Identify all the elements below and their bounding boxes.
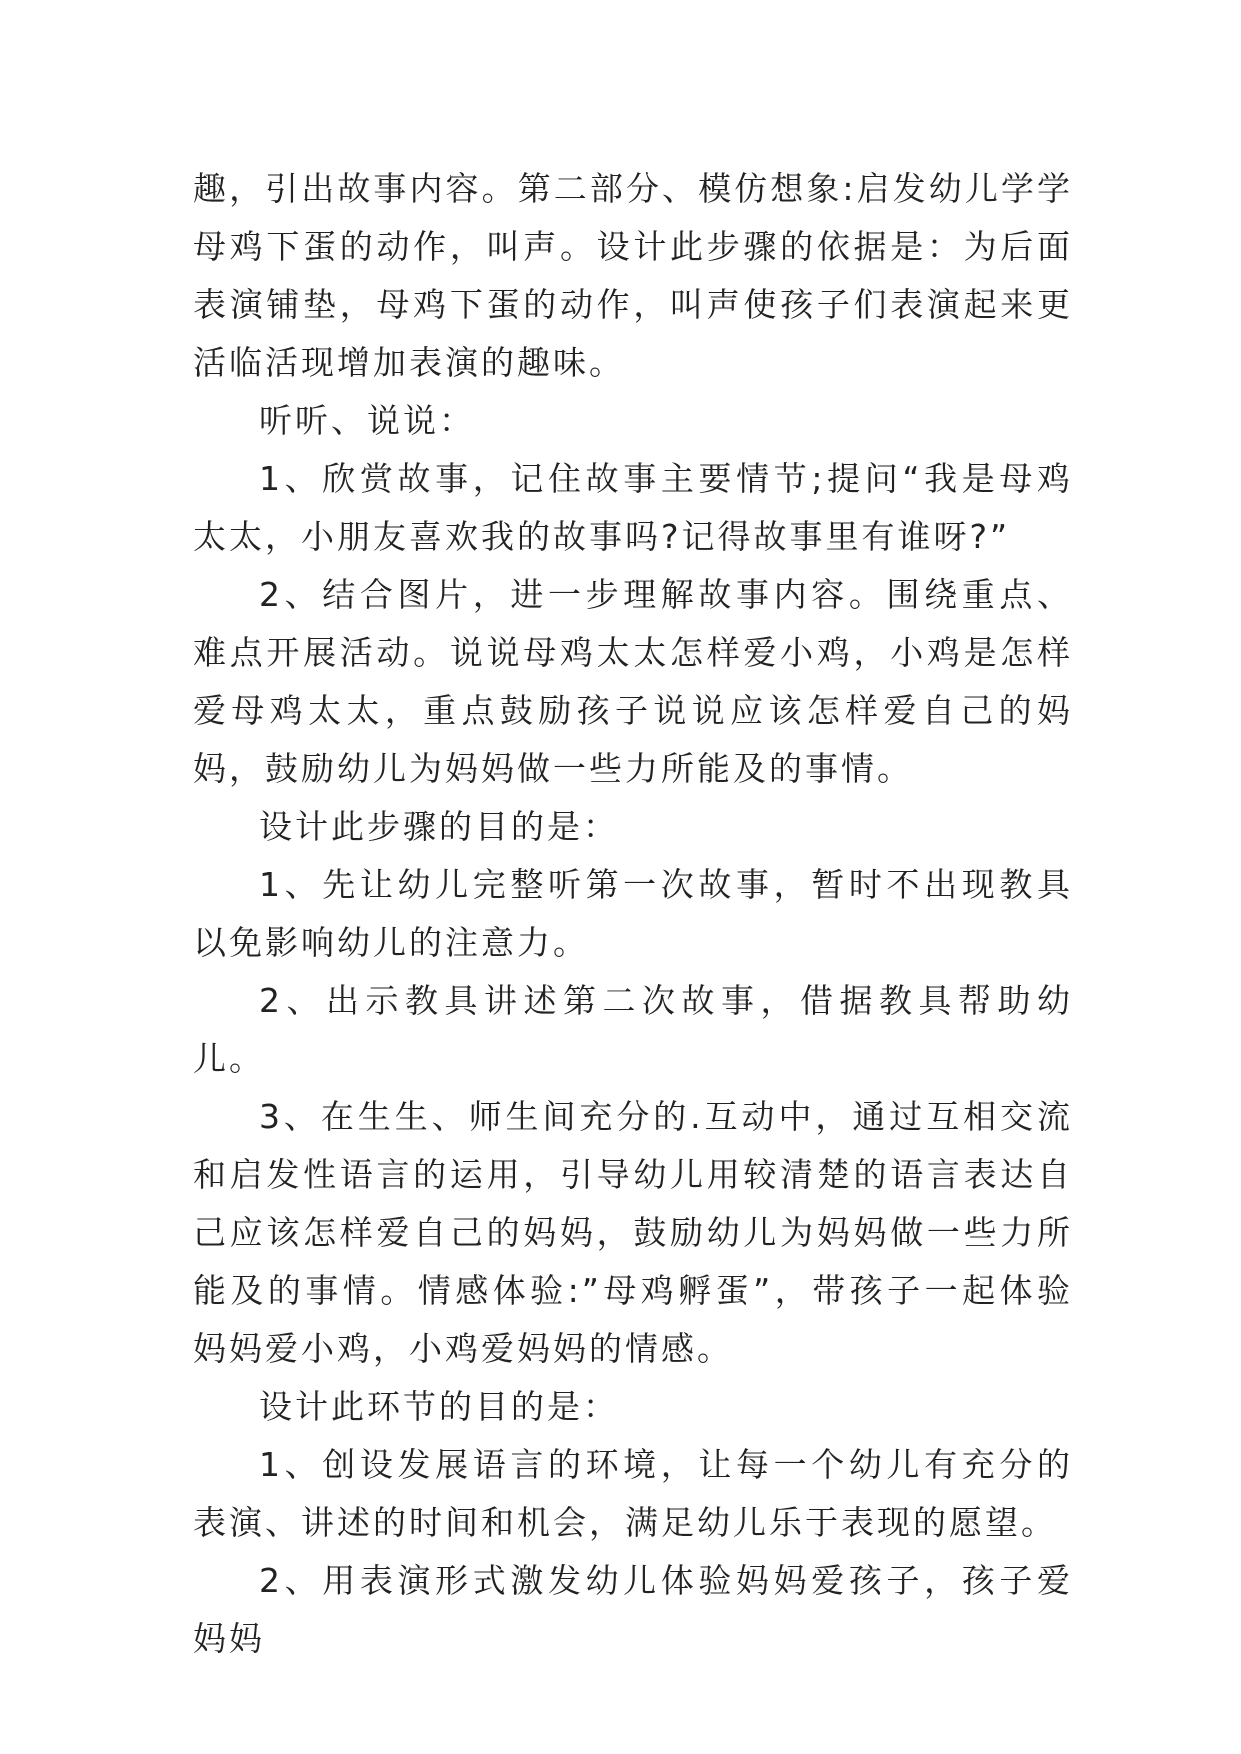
paragraph-purpose-2: 2、出示教具讲述第二次故事，借据教具帮助幼儿。 [193, 981, 1073, 1078]
body-text [193, 160, 1073, 1668]
paragraph-section-purpose-1: 1、创设发展语言的环境，让每一个幼儿有充分的表演、讲述的时间和机会，满足幼儿乐于表现的愿望。 [193, 1445, 1073, 1542]
paragraph-purpose-heading: 设计此步骤的目的是： [259, 807, 619, 846]
paragraph-section-purpose-2: 2、用表演形式激发幼儿体验妈妈爱孩子，孩子爱妈妈 [193, 1561, 1073, 1658]
paragraph-step-1: 1、欣赏故事，记住故事主要情节;提问“我是母鸡太太，小朋友喜欢我的故事吗?记得故事里有谁呀?” [193, 459, 1073, 556]
paragraph-heading-listen-speak: 听听、说说： [259, 401, 475, 440]
paragraph-section-purpose-heading: 设计此环节的目的是： [259, 1387, 619, 1426]
paragraph-purpose-1: 1、先让幼儿完整听第一次故事，暂时不出现教具以免影响幼儿的注意力。 [193, 865, 1073, 962]
paragraph-continuation: 趣，引出故事内容。第二部分、模仿想象:启发幼儿学学母鸡下蛋的动作，叫声。设计此步骤的依据是：为后面表演铺垫，母鸡下蛋的动作，叫声使孩子们表演起来更活临活现增加表演的趣味。 [193, 169, 1073, 382]
paragraph-purpose-3: 3、在生生、师生间充分的.互动中，通过互相交流和启发性语言的运用，引导幼儿用较清楚的语言表达自己应该怎样爱自己的妈妈，鼓励幼儿为妈妈做一些力所能及的事情。情感体验:”母鸡孵蛋”，带孩子一起体验妈妈爱小鸡，小鸡爱妈妈的情感。 [193, 1097, 1073, 1368]
paragraph-step-2: 2、结合图片，进一步理解故事内容。围绕重点、难点开展活动。说说母鸡太太怎样爱小鸡，小鸡是怎样爱母鸡太太，重点鼓励孩子说说应该怎样爱自己的妈妈，鼓励幼儿为妈妈做一些力所能及的事情。 [193, 575, 1073, 788]
